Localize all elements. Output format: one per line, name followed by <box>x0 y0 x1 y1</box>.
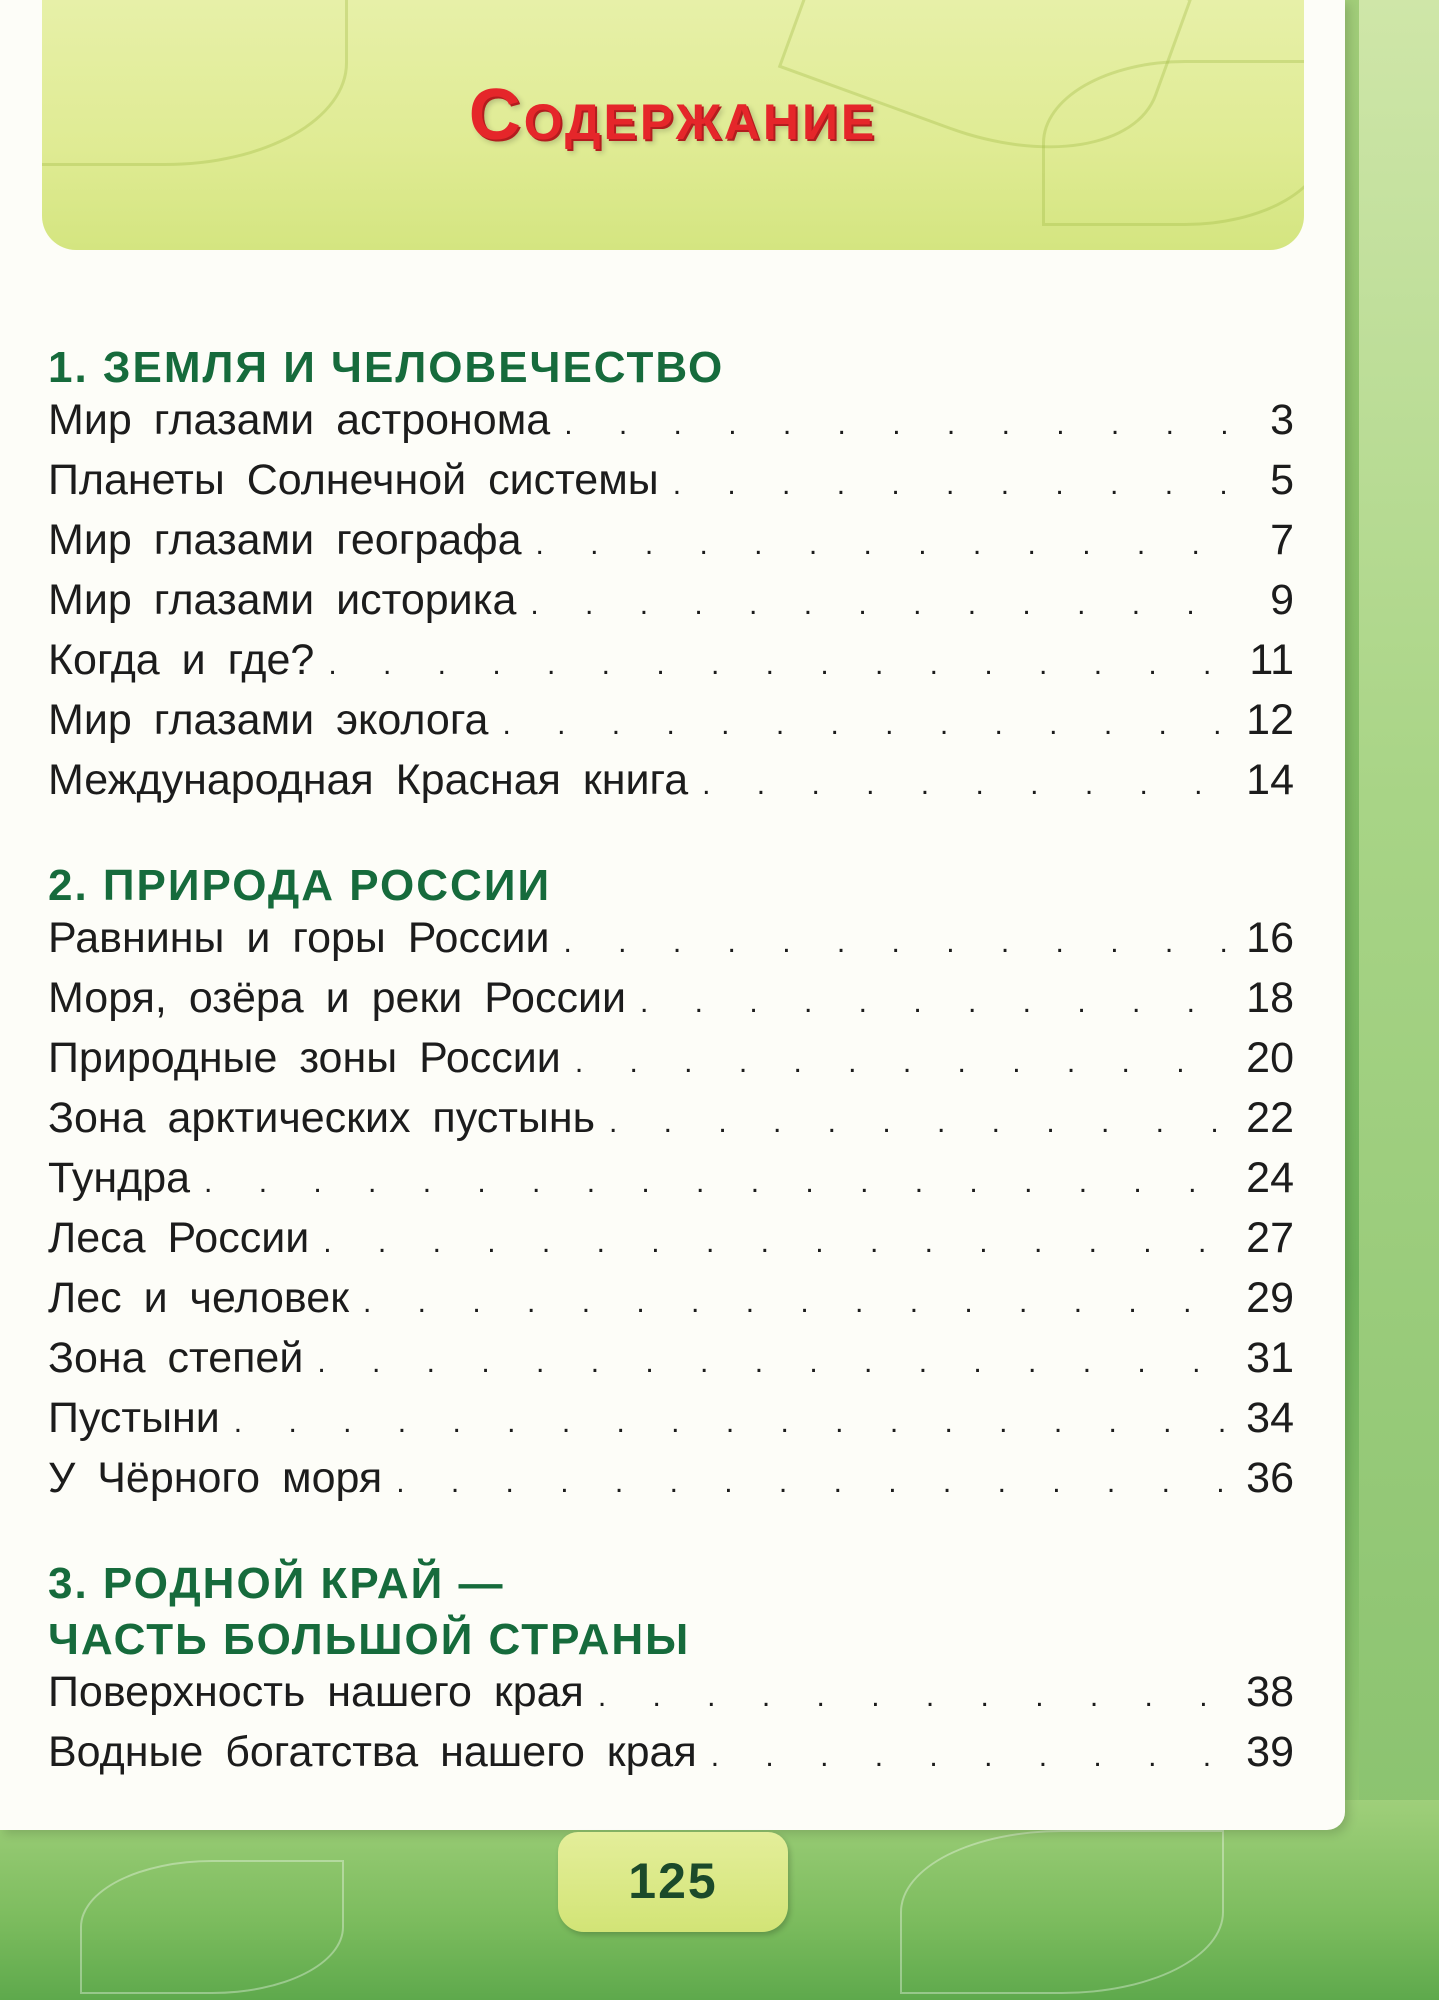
entry-title: Пустыни <box>48 1394 220 1442</box>
entry-title: Водные богатства нашего края <box>48 1728 697 1776</box>
header-band <box>42 0 1304 250</box>
entry-page: 9 <box>1270 576 1294 624</box>
entry-page: 24 <box>1246 1154 1294 1202</box>
toc-entry[interactable] <box>48 576 1294 636</box>
table-of-contents <box>48 340 1294 1830</box>
dot-leader <box>575 1046 1230 1080</box>
entry-page: 5 <box>1270 456 1294 504</box>
dot-leader <box>564 926 1230 960</box>
toc-entry[interactable] <box>48 636 1294 696</box>
entry-page: 18 <box>1246 974 1294 1022</box>
entry-page: 20 <box>1246 1034 1294 1082</box>
entry-page: 22 <box>1246 1094 1294 1142</box>
entry-title: Мир глазами эколога <box>48 696 489 744</box>
toc-entry[interactable] <box>48 1668 1294 1728</box>
toc-entry[interactable] <box>48 1454 1294 1514</box>
section-heading: 1. ЗЕМЛЯ И ЧЕЛОВЕЧЕСТВО <box>48 343 725 392</box>
dot-leader <box>328 648 1230 682</box>
entry-page: 7 <box>1270 516 1294 564</box>
entry-page: 29 <box>1246 1274 1294 1322</box>
entry-title: Зона степей <box>48 1334 304 1382</box>
right-green-strip <box>1359 0 1439 2000</box>
entry-title: Международная Красная книга <box>48 756 689 804</box>
dot-leader <box>317 1346 1230 1380</box>
dot-leader <box>702 768 1230 802</box>
toc-entry[interactable] <box>48 516 1294 576</box>
entry-title: Природные зоны России <box>48 1034 561 1082</box>
entry-title: Планеты Солнечной системы <box>48 456 659 504</box>
entry-page: 11 <box>1249 636 1294 684</box>
entry-page: 38 <box>1246 1668 1294 1716</box>
section-heading <box>48 1556 1294 1668</box>
page-title: Содержание <box>468 75 878 155</box>
entry-page: 34 <box>1246 1394 1294 1442</box>
dot-leader <box>598 1680 1230 1714</box>
dot-leader <box>640 986 1230 1020</box>
entry-title: Моря, озёра и реки России <box>48 974 626 1022</box>
entry-title: Зона арктических пустынь <box>48 1094 595 1142</box>
entry-page: 3 <box>1270 396 1294 444</box>
entry-title: У Чёрного моря <box>48 1454 383 1502</box>
section-heading-line: 3. РОДНОЙ КРАЙ — <box>48 1559 505 1608</box>
toc-entry[interactable] <box>48 974 1294 1034</box>
entry-title: Поверхность нашего края <box>48 1668 584 1716</box>
toc-entry[interactable] <box>48 1214 1294 1274</box>
toc-entry[interactable] <box>48 1274 1294 1334</box>
entry-page: 14 <box>1246 756 1294 804</box>
toc-entry[interactable] <box>48 396 1294 456</box>
toc-entry[interactable] <box>48 1094 1294 1154</box>
entry-page: 39 <box>1246 1728 1294 1776</box>
section-heading: 2. ПРИРОДА РОССИИ <box>48 861 552 910</box>
entry-title: Леса России <box>48 1214 310 1262</box>
entry-page: 36 <box>1246 1454 1294 1502</box>
toc-section-3 <box>48 1556 1294 1788</box>
toc-section-1 <box>48 340 1294 816</box>
dot-leader <box>204 1166 1230 1200</box>
entry-title: Мир глазами географа <box>48 516 522 564</box>
dot-leader <box>502 708 1230 742</box>
dot-leader <box>396 1466 1230 1500</box>
dot-leader <box>323 1226 1230 1260</box>
toc-entry[interactable] <box>48 456 1294 516</box>
dot-leader <box>564 408 1230 442</box>
entry-title: Мир глазами астронома <box>48 396 551 444</box>
leaf-decoration <box>80 1860 344 1994</box>
entry-page: 16 <box>1246 914 1294 962</box>
entry-title: Когда и где? <box>48 636 315 684</box>
toc-entry[interactable] <box>48 1728 1294 1788</box>
toc-entry[interactable] <box>48 756 1294 816</box>
leaf-decoration <box>900 1830 1224 1994</box>
page-number: 125 <box>628 1853 718 1909</box>
toc-entry[interactable] <box>48 1034 1294 1094</box>
dot-leader <box>609 1106 1230 1140</box>
entry-title: Равнины и горы России <box>48 914 550 962</box>
entry-page: 31 <box>1246 1334 1294 1382</box>
toc-entry[interactable] <box>48 1154 1294 1214</box>
dot-leader <box>711 1740 1230 1774</box>
toc-entry[interactable] <box>48 914 1294 974</box>
entry-page: 12 <box>1246 696 1294 744</box>
dot-leader <box>234 1406 1230 1440</box>
dot-leader <box>536 528 1231 562</box>
dot-leader <box>363 1286 1230 1320</box>
toc-section-2 <box>48 858 1294 1514</box>
dot-leader <box>673 468 1230 502</box>
entry-page: 27 <box>1246 1214 1294 1262</box>
page-number-tab <box>558 1832 788 1932</box>
section-heading-line: ЧАСТЬ БОЛЬШОЙ СТРАНЫ <box>48 1615 691 1664</box>
toc-entry[interactable] <box>48 696 1294 756</box>
toc-entry[interactable] <box>48 1334 1294 1394</box>
toc-entry[interactable] <box>48 1394 1294 1454</box>
entry-title: Лес и человек <box>48 1274 350 1322</box>
dot-leader <box>530 588 1230 622</box>
entry-title: Тундра <box>48 1154 191 1202</box>
entry-title: Мир глазами историка <box>48 576 517 624</box>
